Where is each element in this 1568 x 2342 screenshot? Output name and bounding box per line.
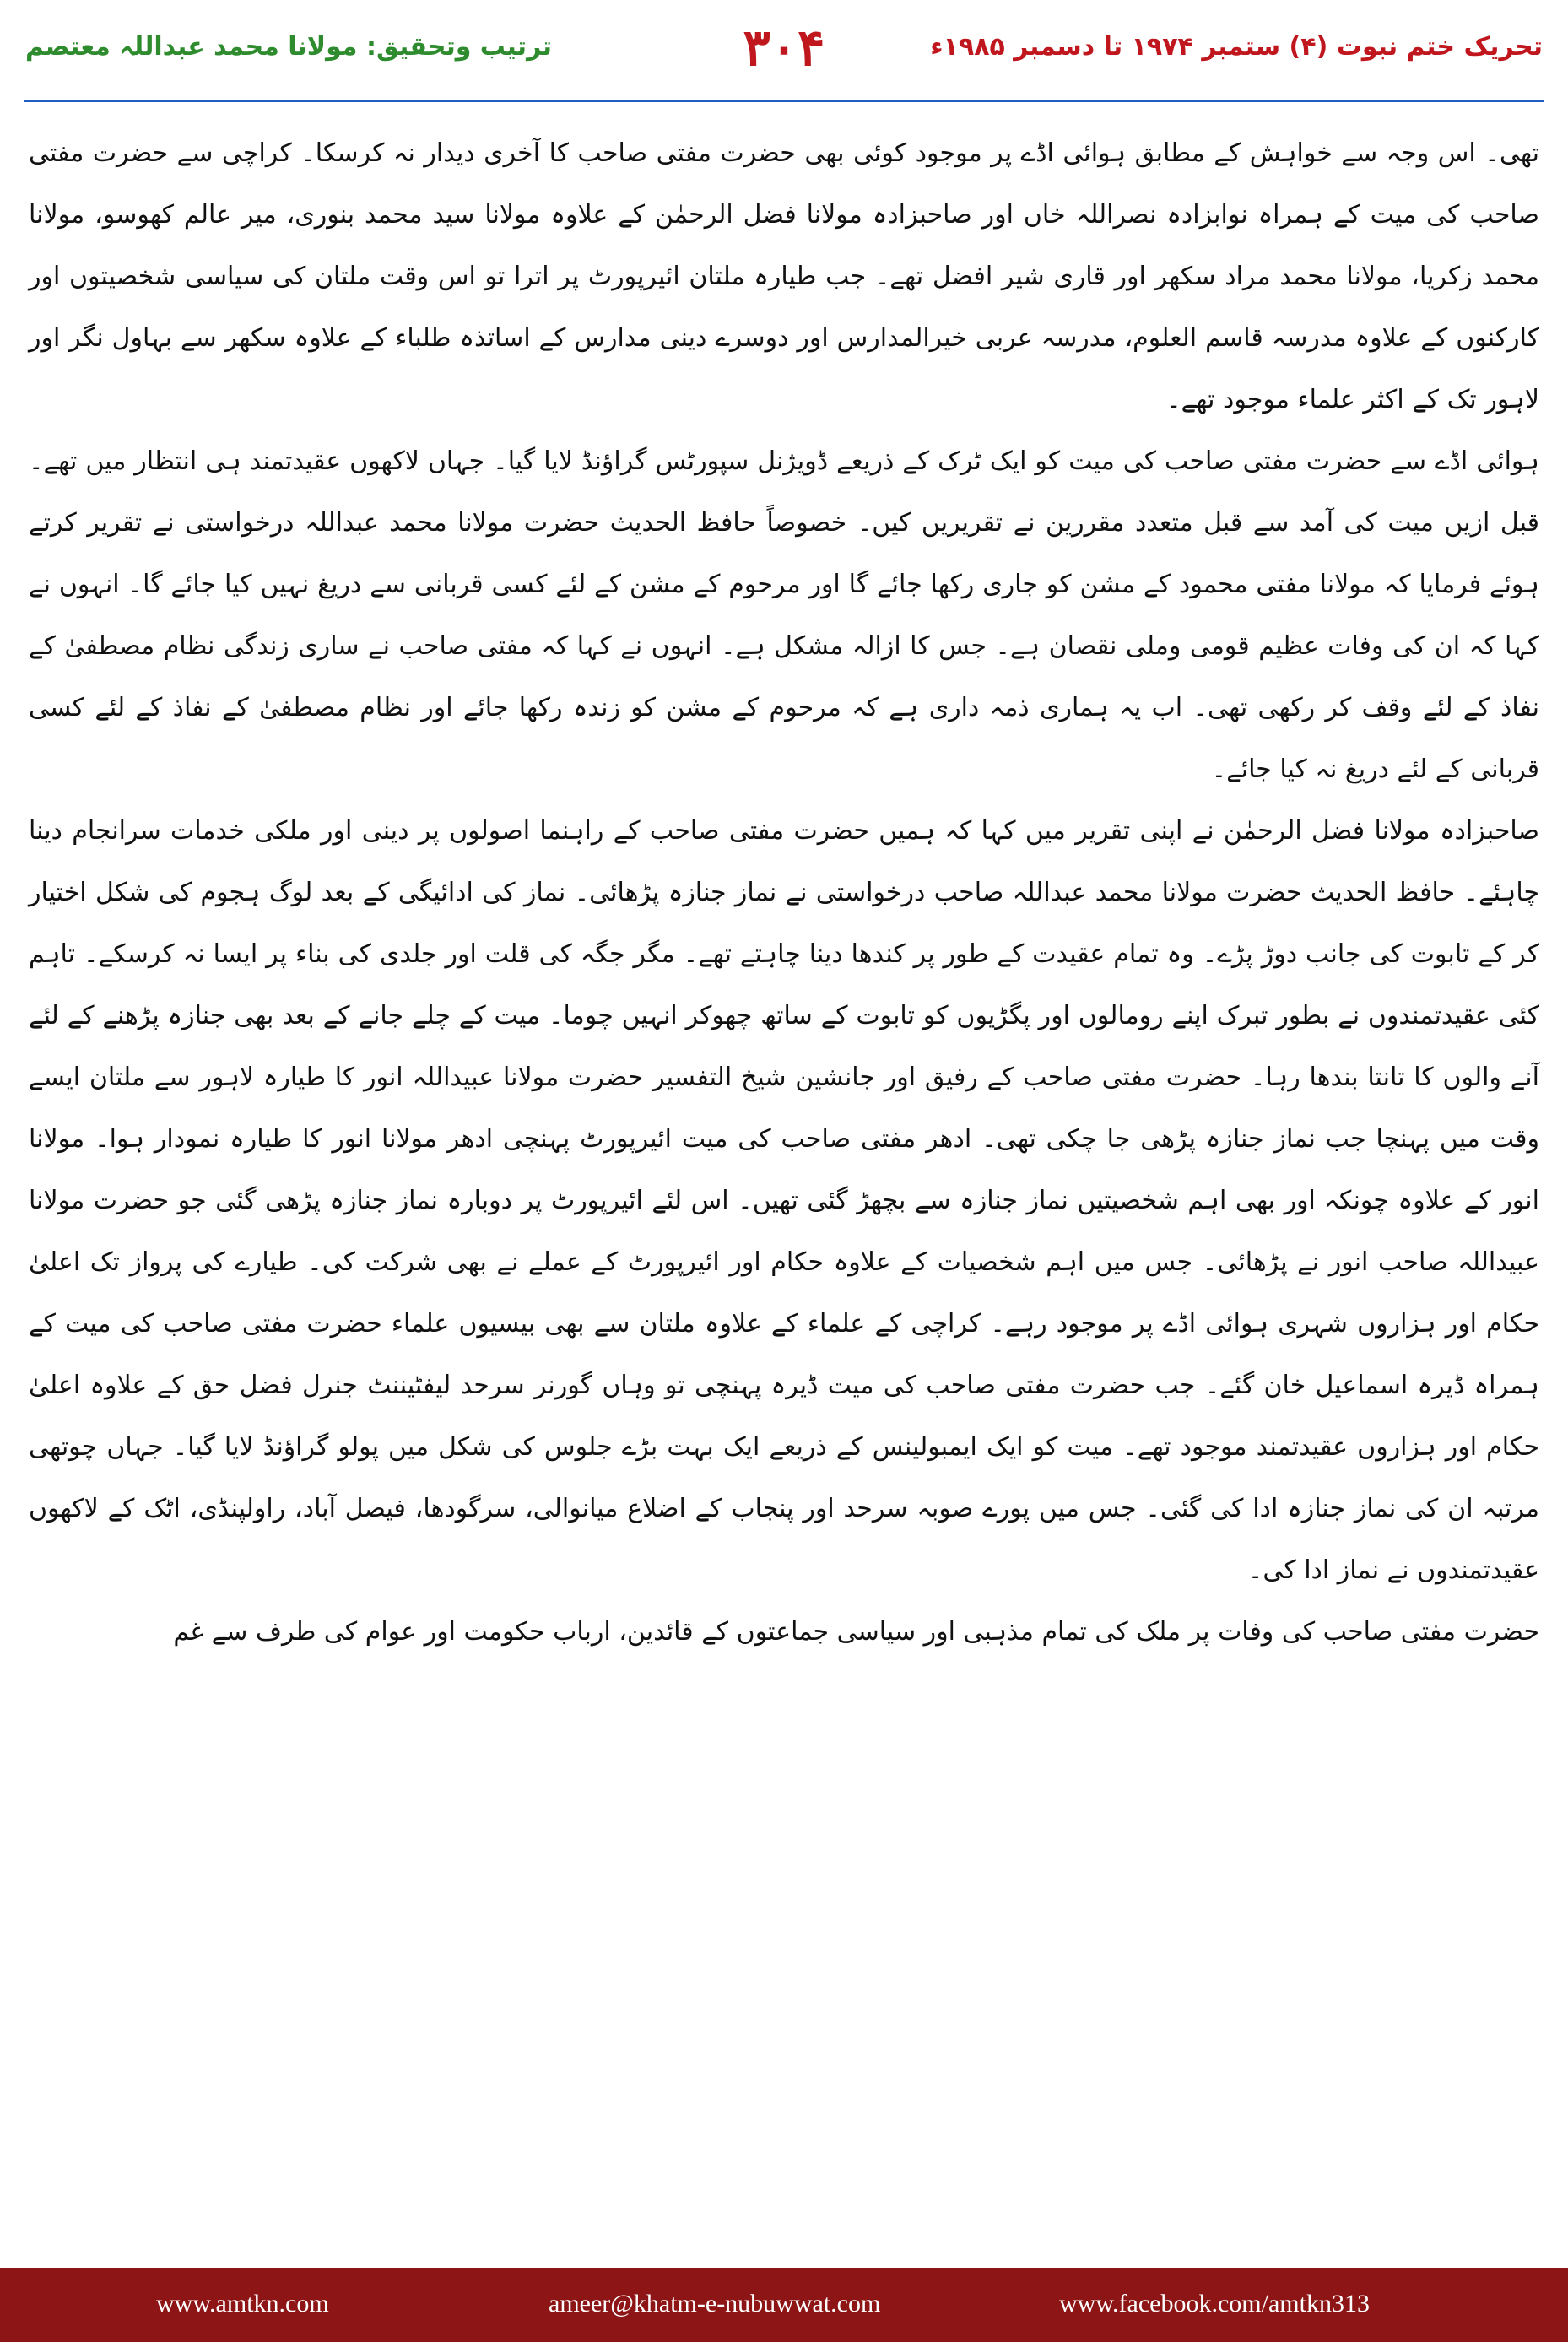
compiler-credit: ترتیب وتحقیق: مولانا محمد عبداللہ معتصم: [25, 32, 552, 62]
paragraph: حضرت مفتی صاحب کی وفات پر ملک کی تمام مذہبی اور سیاسی جماعتوں کے قائدین، ارباب حکومت اور عوام کی طرف سے غم: [173, 1617, 1539, 1647]
page-footer: [0, 2268, 1568, 2342]
paragraph: تھی۔ اس وجہ سے خواہش کے مطابق ہوائی اڈے پر موجود کوئی بھی حضرت مفتی صاحب کا آخری دیدار نہ کرسکا۔ کراچی سے حضرت مفتی صاحب کی میت کے ہمراہ نوابزادہ نصراللہ خاں اور صاحبزادہ مولانا فضل الرحمٰن کے علاوہ مولانا سید محمد بنوری، میر عالم کھوسو، مولانا محمد زکریا، مولانا محمد مراد سکھر اور قاری شیر افضل تھے۔ جب طیارہ ملتان ائیرپورٹ پر اترا تو اس وقت ملتان کی سیاسی شخصیتوں اور کارکنوں کے علاوہ مدرسہ قاسم العلوم، مدرسہ عربی خیرالمدارس اور دوسرے دینی مدارس کے اساتذہ طلباء کے علاوہ سکھر سے بہاول نگر اور لاہور تک کے اکثر علماء موجود تھے۔: [29, 138, 1539, 414]
website-link[interactable]: www.amtkn.com: [156, 2290, 329, 2318]
facebook-link[interactable]: www.facebook.com/amtkn313: [1059, 2290, 1370, 2318]
email-link[interactable]: ameer@khatm-e-nubuwwat.com: [549, 2290, 881, 2318]
page-number: ۳۰۴: [743, 19, 825, 78]
header-divider: [24, 100, 1544, 102]
book-title: تحریک ختم نبوت (۴) ستمبر ۱۹۷۴ تا دسمبر ۱۹۸۵ء: [930, 32, 1543, 62]
paragraph: صاحبزادہ مولانا فضل الرحمٰن نے اپنی تقریر میں کہا کہ ہمیں حضرت مفتی صاحب کے راہنما اصولوں پر دینی اور ملکی خدمات سرانجام دینا چاہئے۔ حافظ الحدیث حضرت مولانا محمد عبداللہ صاحب درخواستی نے نماز جنازہ پڑھائی۔ نماز کی ادائیگی کے بعد لوگ ہجوم کی شکل اختیار کر کے تابوت کی جانب دوڑ پڑے۔ وہ تمام عقیدت کے طور پر کندھا دینا چاہتے تھے۔ مگر جگہ کی قلت اور جلدی کی بناء پر ایسا نہ کرسکے۔ تاہم کئی عقیدتمندوں نے بطور تبرک اپنے رومالوں اور پگڑیوں کو تابوت کے ساتھ چھوکر انہیں چوما۔ میت کے چلے جانے کے بعد بھی جنازہ پڑھنے کے لئے آنے والوں کا تانتا بندھا رہا۔ حضرت مفتی صاحب کے رفیق اور جانشین شیخ التفسیر حضرت مولانا عبیداللہ انور کا طیارہ لاہور سے ملتان ایسے وقت میں پہنچا جب نماز جنازہ پڑھی جا چکی تھی۔ ادھر مفتی صاحب کی میت ائیرپورٹ پہنچی ادھر مولانا انور کا طیارہ نمودار ہوا۔ مولانا انور کے علاوہ چونکہ اور بھی اہم شخصیتیں نماز جنازہ سے بچھڑ گئی تھیں۔ اس لئے ائیرپورٹ پر دوبارہ نماز جنازہ پڑھی گئی جو حضرت مولانا عبیداللہ صاحب انور نے پڑھائی۔ جس میں اہم شخصیات کے علاوہ حکام اور ائیرپورٹ کے عملے نے بھی شرکت کی۔ طیارے کی پرواز تک اعلیٰ حکام اور ہزاروں شہری ہوائی اڈے پر موجود رہے۔ کراچی کے علماء کے علاوہ ملتان سے بھی بیسیوں علماء حضرت مفتی صاحب کی میت کے ہمراہ ڈیرہ اسماعیل خان گئے۔ جب حضرت مفتی صاحب کی میت ڈیرہ پہنچی تو وہاں گورنر سرحد لیفٹیننٹ جنرل فضل حق کے علاوہ اعلیٰ حکام اور ہزاروں عقیدتمند موجود تھے۔ میت کو ایک ایمبولینس کے ذریعے ایک بہت بڑے جلوس کی شکل میں پولو گراؤنڈ لایا گیا۔ جہاں چوتھی مرتبہ ان کی نماز جنازہ ادا کی گئی۔ جس میں پورے صوبہ سرحد اور پنجاب کے اضلاع میانوالی، سرگودھا، فیصل آباد، راولپنڈی، اٹک کے لاکھوں عقیدتمندوں نے نماز ادا کی۔: [29, 816, 1539, 1585]
page-header: [17, 15, 1551, 100]
paragraph: ہوائی اڈے سے حضرت مفتی صاحب کی میت کو ایک ٹرک کے ذریعے ڈویژنل سپورٹس گراؤنڈ لایا گیا۔ جہاں لاکھوں عقیدتمند ہی انتظار میں تھے۔ قبل ازیں میت کی آمد سے قبل متعدد مقررین نے تقریریں کیں۔ خصوصاً حافظ الحدیث حضرت مولانا محمد عبداللہ درخواستی نے تقریر کرتے ہوئے فرمایا کہ مولانا مفتی محمود کے مشن کو جاری رکھا جائے گا اور مرحوم کے مشن کے لئے کسی قربانی سے دریغ نہیں کیا جائے گا۔ انہوں نے کہا کہ ان کی وفات عظیم قومی وملی نقصان ہے۔ جس کا ازالہ مشکل ہے۔ انہوں نے کہا کہ مفتی صاحب نے ساری زندگی نظام مصطفیٰ کے نفاذ کے لئے وقف کر رکھی تھی۔ اب یہ ہماری ذمہ داری ہے کہ مرحوم کے مشن کو زندہ رکھا جائے اور نظام مصطفیٰ کے نفاذ کے لئے کسی قربانی کے لئے دریغ نہ کیا جائے۔: [29, 446, 1539, 784]
page-body: [29, 122, 1539, 2241]
